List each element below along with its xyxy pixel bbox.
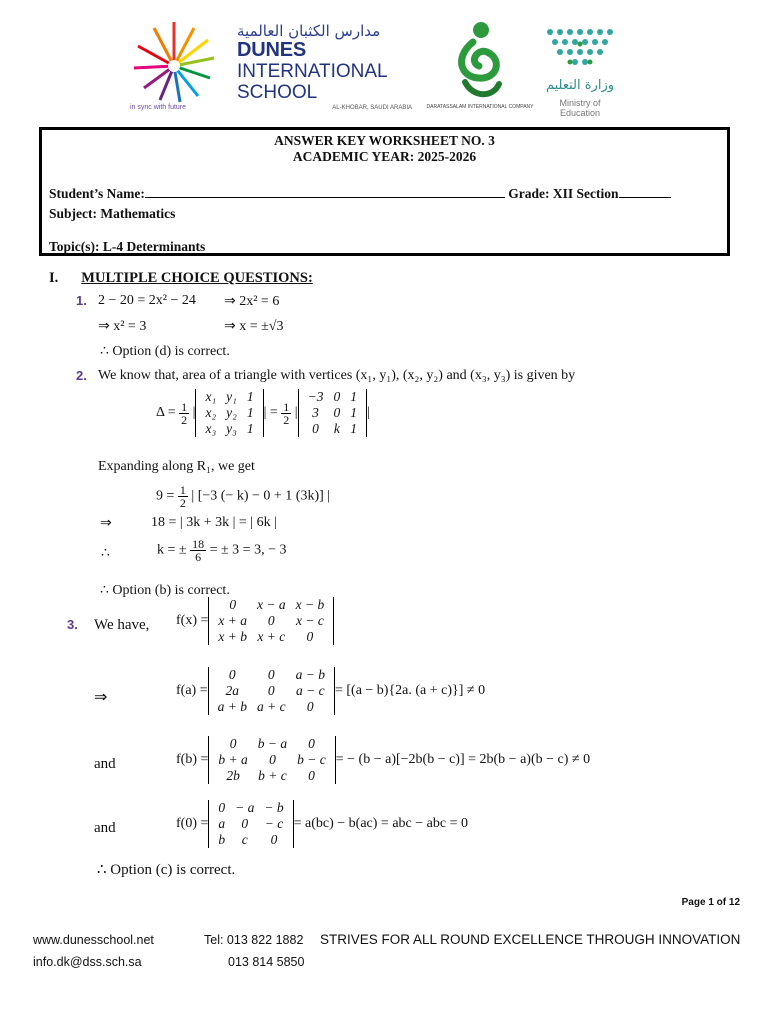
q3-fb: f(b) = 0 b − a 0 b + a 0 b − c 2b b + c 0 = − (b − a)[−2b(b − c)] = 2b(b − a)(b − c) ≠ 0 <box>176 736 591 783</box>
q2-detB <box>298 389 367 437</box>
worksheet-info-box <box>39 127 730 256</box>
q3-detA-cell: a + b <box>217 699 247 714</box>
q1-line2b: ⇒ x = ±√3 <box>224 319 284 334</box>
q3-detX-cell: x − b <box>295 597 325 612</box>
q3-detA-row <box>213 699 330 715</box>
topic-line: Topic(s): L-4 Determinants <box>49 239 206 254</box>
q3-detB-cell: 0 <box>229 736 237 751</box>
q1-number: 1. <box>76 293 87 308</box>
company-person-logo <box>426 18 534 113</box>
ministry-logo <box>540 22 630 118</box>
q3-det0-cell: a <box>218 816 226 831</box>
ministry-arabic: وزارة التعليم <box>545 78 615 93</box>
q3-detB-row <box>213 736 330 752</box>
grade-section-label: Grade: XII Section <box>508 186 619 201</box>
section-numeral: I. <box>49 270 59 286</box>
academic-year: ACADEMIC YEAR: 2025-2026 <box>292 149 477 164</box>
f0-result: = a(bc) − b(ac) = abc − abc = 0 <box>293 816 468 832</box>
q3-detA-row <box>213 683 330 699</box>
q2-number: 2. <box>76 368 87 383</box>
q3-detA-cell: a − b <box>295 667 325 682</box>
q2-eq1: 9 = $\frac{1}{2}$ | [−3 (− k) − 0 + 1 (3k)] | <box>156 483 331 510</box>
q3-and1: and <box>94 756 116 772</box>
q3-det0-cell: − b <box>264 800 284 815</box>
q2-detB-row <box>303 405 362 421</box>
q2-detB-cell: 0 <box>333 389 341 404</box>
q2-detA-cell: y₃ <box>226 421 237 436</box>
q2-detA-cell: 1 <box>246 389 254 404</box>
q2-eq2-arrow: ⇒ <box>100 516 112 531</box>
q3-detB-cell: b + a <box>218 752 248 767</box>
q3-det0-cell: c <box>241 832 248 847</box>
q2-detA-cell: y₁ <box>226 389 237 404</box>
footer-telephone-2: 013 814 5850 <box>228 955 305 969</box>
q3-detB-cell: b − a <box>257 736 288 751</box>
q2-delta-expression: Δ = $\frac{1}{2}$ | x₁ y₁ 1 x₂ y₂ 1 x₃ y₃ 1 | = $\frac{1}{2}$ | −3 0 1 3 0 1 0 k 1 | <box>156 389 370 436</box>
footer-telephone: Tel: 013 822 1882 <box>204 933 304 947</box>
q3-detX-cell: x − a <box>257 597 286 612</box>
worksheet-title: ANSWER KEY WORKSHEET NO. 3 <box>274 133 495 148</box>
q3-detB-cell: b + c <box>258 768 287 783</box>
q1-line1b: ⇒ 2x² = 6 <box>224 294 280 309</box>
school-burst-logo <box>132 18 216 118</box>
q3-detX-cell: 0 <box>229 597 237 612</box>
q3-detX-cell: 0 <box>306 629 314 644</box>
q2-detA <box>195 389 263 437</box>
page-number: Page 1 of 12 <box>681 897 740 908</box>
q2-detA-row <box>200 405 258 421</box>
q2-conclusion: ∴ Option (b) is correct. <box>100 583 230 598</box>
q3-det0-cell: 0 <box>241 816 249 831</box>
q3-det0-row <box>213 800 288 816</box>
q2-eq3-therefore: ∴ <box>101 546 110 561</box>
q1-conclusion: ∴ Option (d) is correct. <box>100 344 230 359</box>
q3-det0-row <box>213 816 288 832</box>
q3-detX-cell: x + a <box>218 613 247 628</box>
q2-detB-cell: 1 <box>350 405 357 420</box>
q2-detB-cell: 3 <box>312 405 319 420</box>
q3-detB-row <box>213 768 330 784</box>
q3-detA-cell: a − c <box>295 683 325 698</box>
q2-eq2: 18 = | 3k + 3k | = | 6k | <box>151 515 277 530</box>
ministry-english: Ministry of Education <box>559 98 601 118</box>
half-fraction: $\frac{1}{2}$ <box>181 399 188 427</box>
q3-implies: ⇒ <box>94 689 108 706</box>
q2-detB-cell: k <box>333 421 340 436</box>
footer-email[interactable]: info.dk@dss.sch.sa <box>33 955 142 969</box>
q2-detB-cell: 0 <box>333 405 341 420</box>
q3-number: 3. <box>67 617 78 632</box>
q3-detB-cell: 0 <box>308 768 315 783</box>
q3-detB-cell: b − c <box>297 752 326 767</box>
q3-detX-cell: x + c <box>257 629 286 644</box>
q2-detA-cell: x₃ <box>205 421 217 436</box>
q3-det0-cell: − c <box>264 816 284 831</box>
delta-symbol: Δ = <box>156 405 176 421</box>
student-name-field[interactable] <box>145 187 505 198</box>
school-name-line2: INTERNATIONAL <box>237 61 388 82</box>
school-name-line1: DUNES <box>237 39 307 61</box>
q2-detB-cell: −3 <box>307 389 324 404</box>
q1-line1a: 2 − 20 = 2x² − 24 <box>98 293 196 308</box>
q3-fa: f(a) = 0 0 a − b 2a 0 a − c a + b a + c 0 = [(a − b){2a. (a + c)}] ≠ 0 <box>176 667 486 714</box>
q3-conclusion: ∴ Option (c) is correct. <box>97 862 236 878</box>
footer-website[interactable]: www.dunesschool.net <box>33 933 154 947</box>
q2-detB-row <box>303 421 362 437</box>
q3-detA-cell: 0 <box>228 667 236 682</box>
q2-detA-cell: y₂ <box>226 405 237 420</box>
fb-result: = − (b − a)[−2b(b − c)] = 2b(b − a)(b − c) ≠ 0 <box>335 752 591 768</box>
q3-detX-row <box>213 597 329 613</box>
q2-detA-cell: 1 <box>246 421 254 436</box>
q3-detX-cell: x − c <box>295 613 324 628</box>
q3-det0-row <box>213 832 288 848</box>
subject-line: Subject: Mathematics <box>49 206 176 221</box>
fa-result: = [(a − b){2a. (a + c)}] ≠ 0 <box>334 683 486 699</box>
q2-detB-row <box>303 389 362 405</box>
q3-fx: f(x) = 0 x − a x − b x + a 0 x − c x + b x + c 0 <box>176 597 334 645</box>
q3-f0: f(0) = 0 − a − b a 0 − c b c 0 = a(bc) − b(ac) = abc − abc = 0 <box>176 800 468 847</box>
q2-detA-cell: 1 <box>246 405 254 420</box>
section-heading <box>49 270 313 287</box>
q3-detA-cell: 0 <box>267 667 275 682</box>
burst-tagline: in sync with future <box>130 104 187 111</box>
q3-detX-cell: x + b <box>218 629 247 644</box>
q3-det0-cell: 0 <box>218 800 226 815</box>
school-location: AL-KHOBAR, SAUDI ARABIA <box>332 105 412 111</box>
q2-detB-cell: 1 <box>350 389 357 404</box>
q1-line2a: ⇒ x² = 3 <box>98 319 147 334</box>
q3-detA-cell: 0 <box>306 699 314 714</box>
q3-detB-cell: 0 <box>308 736 315 751</box>
student-name-label: Student’s Name: <box>49 186 145 201</box>
q3-detA-cell: 2a <box>225 683 240 698</box>
q2-intro: We know that, area of a triangle with vertices (x₁, y₁), (x₂, y₂) and (x₃, y₃) is given by <box>98 368 576 383</box>
q2-expand-line: Expanding along R₁, we get <box>98 459 255 474</box>
q2-detA-row <box>200 421 258 437</box>
q3-have: We have, <box>94 617 150 633</box>
q3-detB-row <box>213 752 330 768</box>
q3-det0-cell: b <box>218 832 226 847</box>
q3-det0-cell: 0 <box>270 832 278 847</box>
q3-and2: and <box>94 820 116 836</box>
student-name-row <box>49 186 671 202</box>
q3-detA-cell: a + c <box>256 699 286 714</box>
school-name-logo <box>237 22 412 111</box>
school-name-line3: SCHOOL <box>237 82 318 103</box>
section-label: MULTIPLE CHOICE QUESTIONS: <box>81 270 313 286</box>
half-fraction-2: $\frac{1}{2}$ <box>283 399 290 427</box>
q3-detB-cell: 0 <box>269 752 276 767</box>
q2-detB-cell: 1 <box>350 421 357 436</box>
q2-detA-cell: x₁ <box>205 389 217 404</box>
q3-detB-cell: 2b <box>226 768 240 783</box>
section-field[interactable] <box>619 187 671 198</box>
q3-det0-cell: − a <box>235 800 255 815</box>
q2-detA-cell: x₂ <box>205 405 217 420</box>
q3-detX-row <box>213 613 329 629</box>
school-arabic-name: مدارس الكثبان العالمية <box>237 22 381 40</box>
footer-motto: STRIVES FOR ALL ROUND EXCELLENCE THROUGH INNOVATION <box>320 932 741 947</box>
company-caption: DARATASSALAM INTERNATIONAL COMPANY <box>426 104 534 110</box>
q2-eq3: k = ± $\frac{18}{6}$ = ± 3 = 3, − 3 <box>157 537 287 564</box>
q2-detA-row <box>200 389 258 405</box>
q3-detA-row <box>213 667 330 683</box>
q2-detB-cell: 0 <box>312 421 319 436</box>
q3-detX-row <box>213 629 329 645</box>
q3-detX-cell: 0 <box>267 613 275 628</box>
q3-detA-cell: 0 <box>267 683 275 698</box>
